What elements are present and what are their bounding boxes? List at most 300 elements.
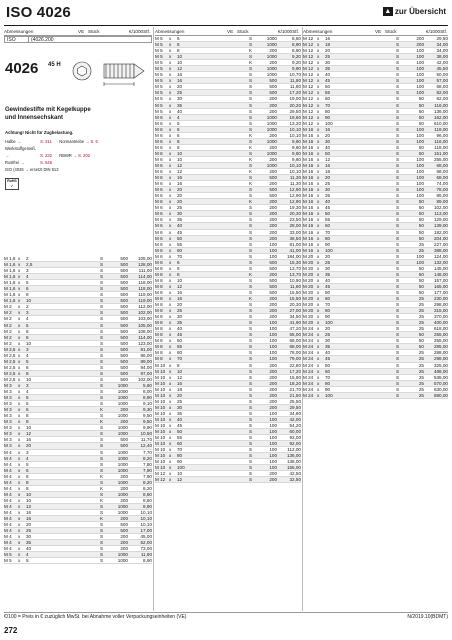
times-sign: x [317,356,320,362]
pieces: 100 [269,435,277,441]
price: 92,00 [289,435,301,441]
packaging-unit: S [396,229,400,235]
spacer [339,290,396,295]
pieces: 1000 [117,425,128,431]
footer-code: N/2019.10(BDMT) [407,614,448,620]
thread-size: M 4 [4,509,12,515]
times-sign: x [169,277,172,283]
pieces: 100 [269,344,277,350]
spacer [339,302,396,307]
price: 13,70 [289,265,301,271]
length: 8 [26,485,29,491]
length: 55 [177,344,183,350]
thread-size: M 10 [155,459,166,465]
price: 29,50 [436,36,448,41]
reference-link[interactable]: S. 202 [78,153,91,158]
length: 20 [177,187,183,193]
price: 9,10 [143,401,152,407]
column-1-table [4,256,152,564]
thread-size: M 5 [4,552,12,558]
times-sign: x [18,431,21,437]
packaging-unit: S [249,84,253,90]
pieces: 25 [418,356,424,362]
spacer [191,326,249,331]
length: 10 [177,60,183,66]
spacer [191,109,249,114]
packaging-unit: K [100,407,104,413]
thread-size: M 5 [155,96,163,102]
times-sign: x [18,528,21,534]
thread-size: M 2,5 [4,364,16,370]
reference-link[interactable]: S. 546 [40,160,52,165]
thread-size: M 12 [303,78,314,84]
thread-size: M 4 [4,473,12,479]
price: 42,00 [436,60,448,66]
times-sign: x [18,437,21,443]
pieces: 50 [418,102,424,108]
times-sign: x [317,223,320,229]
thread-size: M 2 [4,340,12,346]
packaging-unit: S [396,259,400,265]
thread-size: M 1,6 [4,256,16,261]
length: 10 [26,497,32,503]
spacer [191,381,249,386]
pieces: 100 [416,84,424,90]
packaging-unit: S [396,187,400,193]
spacer [40,510,100,515]
length: 10 [26,425,32,431]
price: 538,00 [433,374,448,380]
price: 97,00 [140,370,152,376]
thread-size: M 4 [4,534,12,540]
length: 6 [177,36,180,41]
price: 8,60 [292,36,301,41]
length: 16 [177,181,183,187]
thread-size: M 6 [155,217,163,223]
pieces: 100 [416,169,424,175]
thread-size: M 5 [4,558,12,564]
length: 90 [325,114,331,120]
thread-size: M 24 [303,392,314,398]
pieces: 200 [269,404,277,410]
pieces: 500 [120,370,128,376]
times-sign: x [169,271,172,277]
price: 113,00 [434,211,448,217]
spacer [191,278,249,283]
table-row [303,393,448,399]
pieces: 200 [269,477,277,483]
length: 60 [325,368,331,374]
length: 16 [177,296,183,302]
pieces: 50 [418,332,424,338]
times-sign: x [169,241,172,247]
spacer [191,435,249,440]
thread-size: M 3 [4,382,12,388]
times-sign: x [169,283,172,289]
spacer [339,145,396,150]
packaging-unit: K [249,132,253,138]
packaging-unit: S [249,410,253,416]
column-2 [155,27,301,483]
thread-size: M 5 [155,54,163,60]
times-sign: x [18,558,21,564]
price: 8,60 [143,491,152,497]
packaging-unit: K [249,271,253,277]
length: 4 [26,352,29,358]
price: 85,00 [436,193,448,199]
thread-size: M 6 [155,120,163,126]
spacer [40,377,100,382]
times-sign: x [169,404,172,410]
price: 81,00 [140,346,152,352]
length: 8 [177,271,180,277]
thread-size: M 20 [303,265,314,271]
thread-size: M 20 [303,271,314,277]
packaging-unit: S [249,36,253,41]
packaging-unit: S [249,205,253,211]
spacer [339,84,396,89]
length: 20 [177,392,183,398]
length: 60 [177,247,183,253]
length: 90 [325,386,331,392]
pieces: 100 [416,54,424,60]
pieces: 100 [416,175,424,181]
thread-size: M 12 [155,477,166,483]
packaging-unit: S [100,328,104,334]
pieces: 200 [269,392,277,398]
reference-link[interactable]: S. 6 [90,139,98,144]
reference-link[interactable]: S. 311 [40,139,52,144]
pieces: 200 [120,419,128,425]
price: 184,00 [286,253,301,259]
times-sign: x [317,187,320,193]
length: 30 [177,211,183,217]
packaging-unit: S [249,338,253,344]
price: 92,00 [289,441,301,447]
price: 118,00 [434,126,448,132]
packaging-unit: S [396,241,400,247]
pieces: 100 [269,350,277,356]
packaging-unit: S [396,302,400,308]
reference-label: Halbe → [5,139,21,144]
spacer [191,66,249,71]
packaging-unit: S [249,193,253,199]
spacer [339,109,396,114]
thread-size: M 6 [155,144,163,150]
thread-size: M 24 [303,344,314,350]
times-sign: x [169,247,172,253]
length: 30 [177,404,183,410]
price: 96,00 [436,132,448,138]
price: 7,90 [143,467,152,473]
spacer [40,286,100,291]
thread-size: M 24 [303,332,314,338]
times-sign: x [169,211,172,217]
spacer [40,431,100,436]
times-sign: x [18,382,21,388]
spacer [40,468,100,473]
packaging-unit: S [100,370,104,376]
thread-size: M 16 [303,150,314,156]
spacer [40,274,100,279]
times-sign: x [169,320,172,326]
price: 21,70 [289,386,301,392]
thread-size: M 8 [155,283,163,289]
price: 118,00 [138,280,152,286]
price: 50,00 [436,72,448,78]
price: 12,40 [140,443,152,449]
spacer [40,268,100,273]
length: 6 [26,407,29,413]
length: 18 [325,42,331,48]
pieces: 500 [120,262,128,268]
reference-row [5,159,152,166]
times-sign: x [317,271,320,277]
length: 5 [26,322,29,328]
pieces: 50 [418,265,424,271]
length: 20 [325,253,331,259]
times-sign: x [317,169,320,175]
pieces: 200 [416,42,424,48]
length: 45 [325,283,331,289]
packaging-unit: S [396,223,400,229]
pieces: 50 [418,114,424,120]
spacer [191,193,249,198]
length: 40 [177,108,183,114]
length: 2 [26,256,29,261]
thread-size: M 16 [303,199,314,205]
pieces: 1000 [266,66,277,72]
times-sign: x [169,132,172,138]
thread-size: M 8 [155,338,163,344]
price: 8,00 [143,389,152,395]
packaging-unit: K [100,473,104,479]
overview-link[interactable] [383,7,446,16]
packaging-unit: S [249,265,253,271]
pieces: 200 [269,374,277,380]
pieces: 200 [269,308,277,314]
thread-size: M 6 [155,193,163,199]
price: 8,90 [143,503,152,509]
packaging-unit: S [249,187,253,193]
length: 10 [177,277,183,283]
price: 325,00 [433,362,448,368]
price: 38,00 [436,54,448,60]
times-sign: x [18,546,21,552]
thread-size: M 12 [155,471,166,477]
pieces: 200 [269,380,277,386]
spacer [191,338,249,343]
reference-link[interactable]: S. 232 [40,153,52,158]
length: 16 [177,72,183,78]
spacer [339,248,396,253]
spacer [40,425,100,430]
price: 8,90 [292,42,301,48]
packaging-unit: S [249,465,253,471]
pieces: 50 [418,229,424,235]
length: 16 [325,36,331,41]
spacer [339,284,396,289]
header-price: €/1000Stf. [129,28,150,34]
pieces: 100 [416,162,424,168]
header-size: Abmessungen [155,28,185,34]
pieces: 100 [416,181,424,187]
length: 5 [26,358,29,364]
packaging-unit: S [396,120,400,126]
thread-size: M 10 [155,374,166,380]
thread-size: M 6 [155,114,163,120]
pieces: 500 [120,298,128,304]
price: 29,50 [289,404,301,410]
packaging-unit: S [100,346,104,352]
price: 9,60 [292,150,301,156]
packaging-unit: K [249,169,253,175]
pieces: 100 [416,138,424,144]
thread-size: M 8 [155,356,163,362]
spacer [191,314,249,319]
packaging-unit: S [249,344,253,350]
times-sign: x [18,407,21,413]
thread-size: M 12 [303,84,314,90]
pieces: 100 [416,66,424,72]
length: 40 [177,326,183,332]
thread-size: M 6 [155,126,163,132]
thread-size: M 16 [303,138,314,144]
thread-size: M 12 [303,90,314,96]
length: 16 [177,175,183,181]
spacer [339,314,396,319]
packaging-unit: S [100,352,104,358]
packaging-unit: S [100,503,104,509]
pieces: 1000 [117,479,128,485]
times-sign: x [18,461,21,467]
pieces: 500 [269,90,277,96]
length: 35 [177,320,183,326]
price: 111,00 [138,268,152,274]
length: 8 [26,334,29,340]
spacer [191,151,249,156]
length: 45 [325,78,331,84]
spacer [339,344,396,349]
pieces: 500 [120,310,128,316]
times-sign: x [169,205,172,211]
packaging-unit: S [100,479,104,485]
thread-size: M 4 [4,467,12,473]
pieces: 1000 [117,552,128,558]
thread-size: M 8 [155,277,163,283]
length: 30 [177,96,183,102]
spacer [191,254,249,259]
pieces: 100 [269,332,277,338]
price: 105,00 [137,256,152,261]
thread-size: M 4 [4,528,12,534]
packaging-unit: S [100,316,104,322]
thread-size: M 16 [303,205,314,211]
times-sign: x [169,54,172,60]
times-sign: x [317,277,320,283]
times-sign: x [169,102,172,108]
reference-row [5,138,152,145]
thread-size: M 20 [303,253,314,259]
packaging-unit: S [396,60,400,66]
price: 23,50 [289,217,301,223]
times-sign: x [317,156,320,162]
length: 45 [177,423,183,428]
times-sign: x [18,376,21,382]
pieces: 200 [120,546,128,552]
length: 35 [26,540,32,546]
column-3-header [303,27,448,36]
price: 116,00 [434,102,448,108]
price: 370,00 [433,314,448,320]
length: 16 [177,380,183,386]
packaging-unit: K [249,144,253,150]
header-stock: Stück [237,28,249,34]
length: 3 [26,382,29,388]
length: 25 [325,332,331,338]
thread-size: M 2 [4,316,12,322]
times-sign: x [317,350,320,356]
thread-size: M 8 [155,326,163,332]
price: 34,80 [289,410,301,416]
length: 50 [325,289,331,295]
length: 8 [26,413,29,419]
thread-size: M 16 [303,144,314,150]
thread-size: M 1,6 [4,274,16,280]
price: 9,20 [292,54,301,60]
packaging-unit: S [396,380,400,386]
price: 11,30 [289,181,301,187]
times-sign: x [317,380,320,386]
pieces: 500 [269,187,277,193]
pieces: 200 [269,108,277,114]
header-ve: VE [375,28,382,34]
pieces: 25 [418,362,424,368]
times-sign: x [169,344,172,350]
price: 285,00 [433,344,448,350]
thread-size: M 16 [303,247,314,253]
pieces: 1000 [117,395,128,401]
length: 16 [177,289,183,295]
pieces: 200 [120,473,128,479]
thread-size: M 12 [303,120,314,126]
thread-size: M 4 [4,485,12,491]
spacer [339,157,396,162]
price: 128,00 [137,262,152,268]
length: 70 [177,253,183,259]
pieces: 200 [269,362,277,368]
packaging-unit: S [249,320,253,326]
pieces: 100 [416,132,424,138]
times-sign: x [18,268,21,274]
times-sign: x [317,332,320,338]
packaging-unit: S [249,54,253,60]
length: 70 [325,374,331,380]
packaging-unit: S [100,413,104,419]
pieces: 500 [269,78,277,84]
header-ve: VE [78,28,85,34]
thread-size: M 5 [155,108,163,114]
times-sign: x [169,90,172,96]
thread-size: M 8 [155,332,163,338]
times-sign: x [169,435,172,441]
header-stock: Stück [88,28,100,34]
price: 136,00 [433,108,448,114]
length: 100 [325,120,333,126]
overview-label: zur Übersicht [394,7,446,16]
price: 11,90 [140,552,152,558]
pieces: 500 [269,175,277,181]
